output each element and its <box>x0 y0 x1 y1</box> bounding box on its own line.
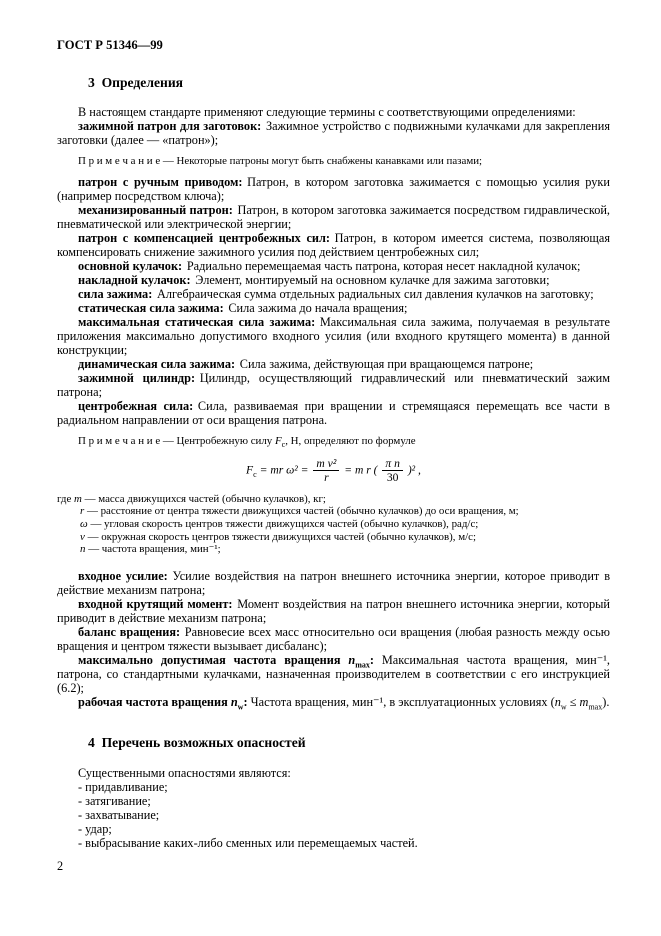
variable-description: — окружная скорость центров тяжести движущихся частей (обычно кулачков), м/с; <box>87 530 476 543</box>
where-item-v <box>57 531 610 544</box>
term-label: сила зажима: <box>78 287 153 301</box>
term-definition: Равновесие всех масс относительно оси вращения (любая разность между осью вращения и центром тяжести вызывает дисбаланс); <box>57 625 610 654</box>
term-variable <box>348 653 374 670</box>
term-label: динамическая сила зажима: <box>78 357 236 371</box>
variable-description: — расстояние от центра тяжести движущихся частей (обычно кулачков) до оси вращения, м; <box>86 505 519 518</box>
fraction-denominator: 30 <box>386 471 399 485</box>
definition-clamping-chuck <box>57 119 610 147</box>
variable-n: n <box>230 695 238 710</box>
definition-static-gripping-force <box>57 301 610 315</box>
term-definition: Усилие воздействия на патрон внешнего источника энергии, которое приводит в действие механизм патрона; <box>57 569 610 598</box>
where-item-m <box>57 493 610 506</box>
definition-working-speed <box>57 695 610 712</box>
definition-max-static-gripping-force <box>57 315 610 357</box>
formula-subscript-c: c <box>253 469 257 479</box>
note-text: П р и м е ч а н и е — Центробежную силу <box>78 435 275 447</box>
formula-variable-F: F <box>246 463 254 477</box>
definition-centrifugal-force <box>57 399 610 427</box>
term-definition: Максимальная частота вращения, мин⁻¹, патрона, со стандартными кулачками, назначенная производителем в соответствии с его инструкцией (6.2); <box>57 653 610 696</box>
subscript-max: max <box>588 702 603 712</box>
term-variable <box>230 695 248 712</box>
term-label: статическая сила зажима: <box>78 301 224 315</box>
hazard-item-ejection: - выбрасывание каких-либо сменных или перемещаемых частей. <box>78 836 418 851</box>
definition-master-jaw <box>57 259 610 273</box>
term-definition: Цилиндр, осуществляющий гидравлический или пневматический зажим патрона; <box>57 371 610 399</box>
note-text: , Н, определяют по формуле <box>285 435 416 447</box>
term-label: входной крутящий момент: <box>78 597 233 612</box>
formula-variables-list <box>57 493 610 557</box>
term-label: максимальная статическая сила зажима: <box>78 315 316 329</box>
hazard-item-drawing-in: - затягивание; <box>78 794 151 809</box>
term-definition: Частота вращения, мин⁻¹, в эксплуатационных условиях <box>250 695 548 710</box>
formula-variable-F: F <box>274 435 282 447</box>
open-paren: ( <box>550 695 555 710</box>
term-definition: Сила зажима до начала вращения; <box>228 301 408 315</box>
definition-max-permissible-speed <box>57 653 610 695</box>
term-label: рабочая частота вращения <box>78 695 228 710</box>
variable-symbol: v <box>80 530 85 543</box>
note-centrifugal-formula <box>57 435 610 448</box>
subscript-w: w <box>237 702 244 712</box>
definition-top-jaw <box>57 273 610 287</box>
formula-segment: )² , <box>407 463 421 477</box>
term-colon: : <box>243 695 248 710</box>
term-label: накладной кулачок: <box>78 273 191 287</box>
where-item-omega <box>57 518 610 531</box>
variable-symbol: n <box>80 543 86 556</box>
variable-m: m <box>579 695 589 710</box>
definition-manual-chuck <box>57 175 610 203</box>
formula-fraction-mv2-r <box>313 457 339 485</box>
term-definition: Элемент, монтируемый на основном кулачке для зажима заготовки; <box>195 273 550 287</box>
formula-segment: = mr ω² = <box>259 463 309 477</box>
hazard-item-crushing: - придавливание; <box>78 780 168 795</box>
definition-compensated-chuck <box>57 231 610 259</box>
term-label: зажимной цилиндр: <box>78 371 196 385</box>
centrifugal-force-formula <box>57 457 610 485</box>
less-equal-sign: ≤ <box>566 695 580 710</box>
definition-dynamic-gripping-force <box>57 357 610 371</box>
hazard-item-impact: - удар; <box>78 822 112 837</box>
formula-segment: = m r ( <box>344 463 378 477</box>
definition-input-force <box>57 569 610 597</box>
term-definition: Патрон, в котором имеется система, позволяющая компенсировать снижение зажимного усилия под действием центробежных сил; <box>57 231 610 259</box>
variable-symbol: r <box>80 505 85 518</box>
definition-rotation-balance <box>57 625 610 653</box>
variable-description: — частота вращения, мин⁻¹; <box>88 543 221 556</box>
variable-description: — угловая скорость центров тяжести движущихся частей (обычно кулачков), рад/с; <box>90 518 479 531</box>
term-definition: Зажимное устройство с подвижными кулачками для закрепления заготовки (далее — «патрон»); <box>57 119 611 147</box>
term-definition: Алгебраическая сумма отдельных радиальных сил давления кулачков на заготовку; <box>156 287 594 301</box>
subscript-max: max <box>355 660 370 670</box>
term-label: максимально допустимая частота вращения <box>78 653 341 668</box>
term-label: основной кулачок: <box>78 259 183 273</box>
variable-description: — масса движущихся частей (обычно кулачков), кг; <box>84 492 326 505</box>
section-4-heading: 4 Перечень возможных опасностей <box>88 735 306 751</box>
term-definition: Радиально перемещаемая часть патрона, которая несет накладной кулачок; <box>186 259 581 273</box>
section-3-heading: 3 Определения <box>88 75 184 90</box>
definition-gripping-force <box>57 287 610 301</box>
hazards-intro: Существенными опасностями являются: <box>78 766 291 781</box>
formula-subscript-c: c <box>281 440 286 450</box>
definition-clamping-cylinder <box>57 371 610 399</box>
definition-power-chuck <box>57 203 610 231</box>
where-item-r <box>57 505 610 518</box>
variable-symbol: m <box>74 492 82 505</box>
term-label: патрон с ручным приводом: <box>78 175 243 189</box>
term-label: патрон с компенсацией центробежных сил: <box>78 231 330 245</box>
term-label: механизированный патрон: <box>78 203 233 217</box>
fraction-numerator: m v² <box>313 457 339 471</box>
term-label: баланс вращения: <box>78 625 181 640</box>
variable-symbol: ω <box>80 518 88 531</box>
fraction-denominator: r <box>324 471 329 485</box>
variable-n: n <box>348 653 356 668</box>
close-paren: ). <box>602 695 610 710</box>
inequality-expression <box>550 695 610 712</box>
term-label: входное усилие: <box>78 569 168 584</box>
subscript-w: w <box>560 702 567 712</box>
term-definition: Сила, развиваемая при вращении и стремящаяся перемещать все части в радиальном направлении от оси вращения патрона. <box>57 399 610 427</box>
fraction-numerator: π n <box>382 457 403 471</box>
term-definition: Сила зажима, действующая при вращающемся патроне; <box>239 357 534 371</box>
term-label: центробежная сила: <box>78 399 194 413</box>
formula-fraction-pin-30 <box>382 457 403 485</box>
term-definition: Патрон, в котором заготовка зажимается с помощью усилия руки (например посредством ключа); <box>57 175 610 203</box>
note-grooves: П р и м е ч а н и е — Некоторые патроны могут быть снабжены канавками или пазами; <box>78 155 483 167</box>
term-definition: Момент воздействия на патрон внешнего источника энергии, который приводит в действие механизм патрона; <box>57 597 610 626</box>
term-definition: Максимальная сила зажима, получаемая в результате приложения максимально допустимого входного усилия (или входного крутящего момента) в данной конструкции; <box>57 315 610 357</box>
term-label: зажимной патрон для заготовок: <box>78 119 262 133</box>
page-number: 2 <box>57 859 64 874</box>
variable-n: n <box>554 695 561 710</box>
definition-input-torque <box>57 597 610 625</box>
term-definition: Патрон, в котором заготовка зажимается посредством гидравлической, пневматической или электрической энергии; <box>57 203 610 231</box>
term-colon: : <box>369 653 374 668</box>
running-header: ГОСТ Р 51346—99 <box>57 38 163 52</box>
where-lead: где <box>57 492 72 505</box>
where-item-n <box>57 543 610 556</box>
section-3-intro: В настоящем стандарте применяют следующие термины с соответствующими определениями: <box>78 105 576 119</box>
hazard-item-entanglement: - захватывание; <box>78 808 160 823</box>
